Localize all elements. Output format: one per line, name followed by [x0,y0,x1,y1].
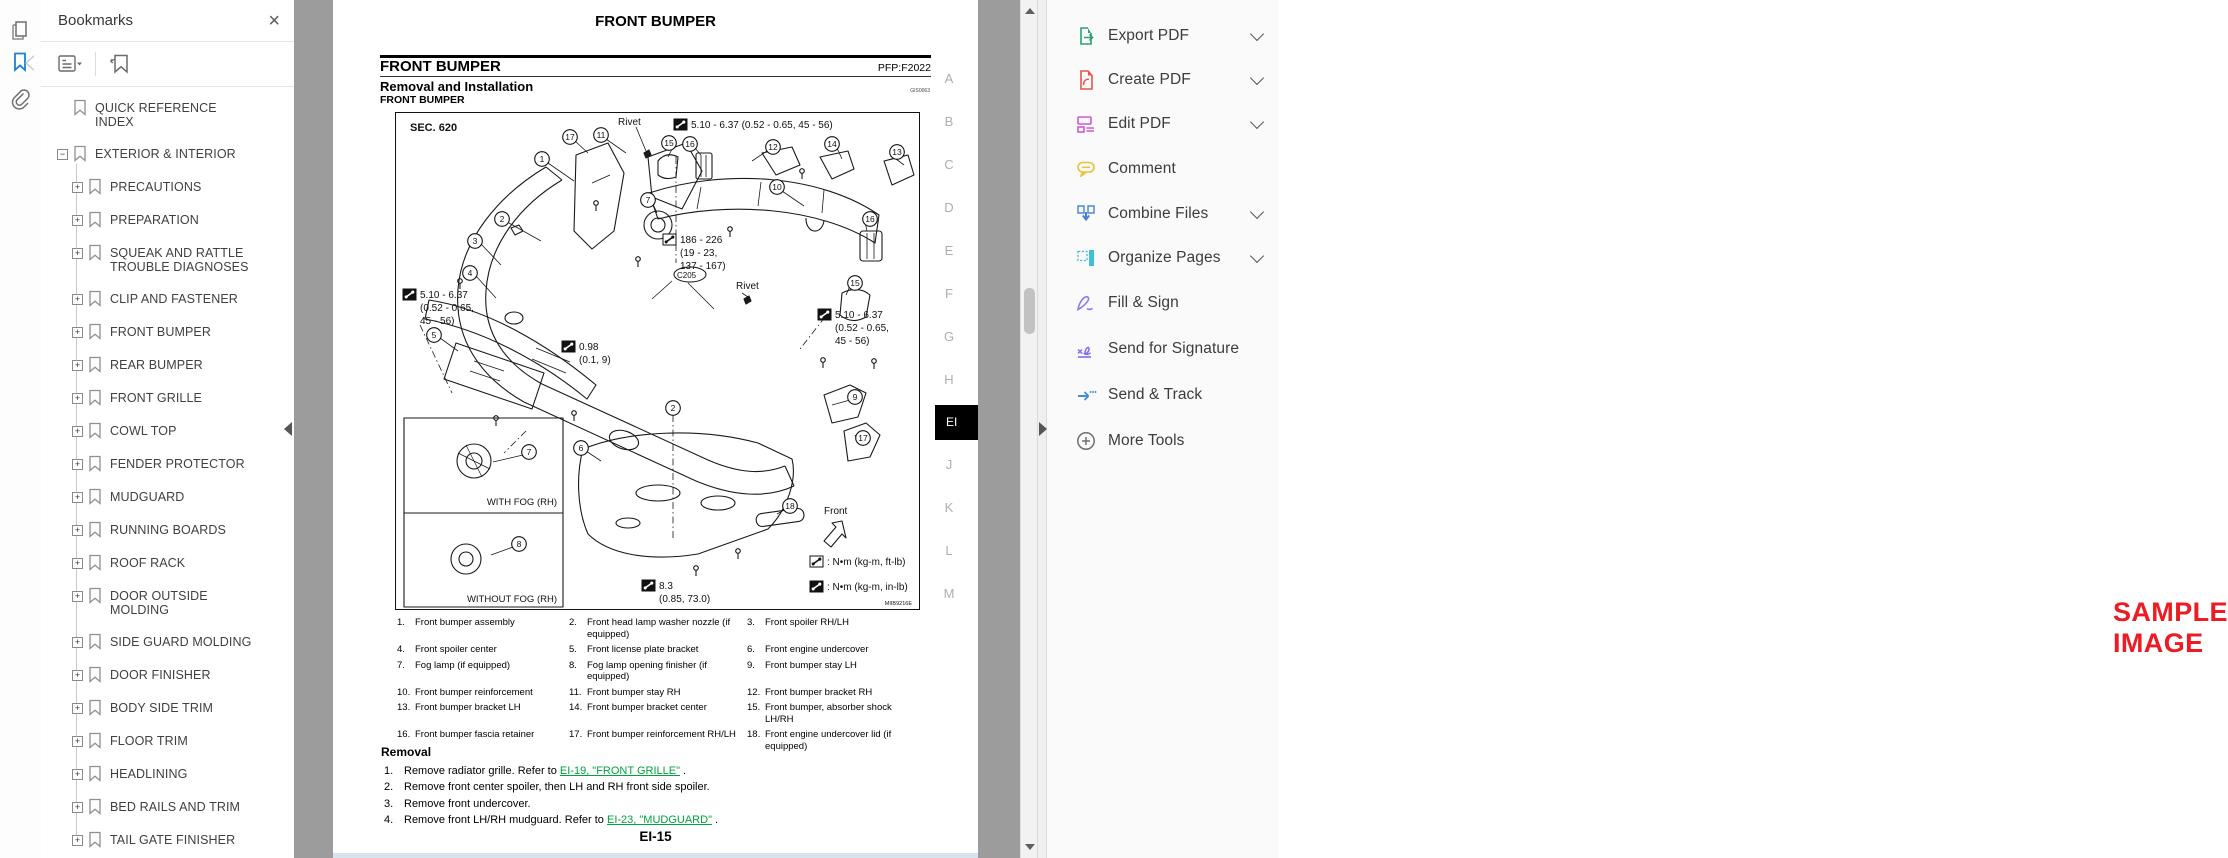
callout-16 [863,212,878,227]
tool-label: More Tools [1108,432,1185,449]
plus-expander-icon[interactable]: + [72,182,83,193]
callout-7 [641,193,656,208]
bookmark-ribbon-icon [88,765,102,782]
removal-step: 4. Remove front LH/RH mudguard. Refer to EI-23, "MUDGUARD" . [384,814,719,827]
bookmark-item[interactable] [41,588,294,617]
removal-heading: Removal [381,745,432,759]
page-thumbnails-icon[interactable] [9,18,33,42]
tool-label: Export PDF [1108,27,1190,44]
tool-label: Create PDF [1108,71,1191,88]
plus-expander-icon[interactable]: + [72,426,83,437]
svg-text:(0.85, 73.0): (0.85, 73.0) [659,594,711,605]
bookmark-item[interactable] [41,324,294,340]
plus-expander-icon[interactable]: + [72,248,83,259]
bookmark-label: DOOR OUTSIDE MOLDING [110,589,208,617]
pfp-code: PFP:F2022 [877,62,931,74]
svg-text:7: 7 [645,195,651,205]
svg-text:45 - 56): 45 - 56) [420,316,455,327]
edit-pdf-icon [1075,113,1097,135]
bookmark-item[interactable] [41,456,294,472]
inset-label-without-fog: WITHOUT FOG (RH) [466,594,557,605]
svg-text:5.10 - 6.37: 5.10 - 6.37 [835,310,883,321]
bookmark-ribbon-icon [88,356,102,373]
part-item: 7. Fog lamp (if equipped) [397,659,511,671]
torque-label [674,119,833,131]
bookmarks-header [41,0,294,42]
bookmark-ribbon-icon [88,323,102,340]
tool-label: Comment [1108,160,1176,177]
letter-tab-active: EI [935,405,978,440]
plus-expander-icon[interactable]: + [72,294,83,305]
bookmark-label: HEADLINING [110,767,188,781]
part-item: 12. Front bumper bracket RH [747,686,873,698]
tool-label: Send for Signature [1108,340,1240,357]
chevron-down-icon[interactable] [1250,249,1264,263]
front-direction-arrow [824,521,846,547]
diagram-linework [404,127,914,607]
part-item: 15. Front bumper, absorber shock LH/RH [747,702,892,725]
callout-7 [522,445,537,460]
bookmark-label: EXTERIOR & INTERIOR [95,147,236,161]
pdf-page [333,0,978,853]
part-item: 1. Front bumper assembly [397,617,515,628]
plus-expander-icon[interactable]: + [72,360,83,371]
tool-export-pdf[interactable] [1047,14,1278,58]
inset-label-with-fog: WITH FOG (RH) [486,497,557,508]
removal-step: 2. Remove front center spoiler, then LH and RH front side spoiler. [384,781,710,794]
bookmark-item[interactable] [41,799,294,815]
callout-3 [468,234,483,249]
callout-15 [848,276,863,291]
bookmark-ribbon-icon [88,699,102,716]
cross-reference-link[interactable]: EI-19, "FRONT GRILLE" [559,765,680,777]
removal-section [381,745,926,829]
parts-list [397,617,927,752]
comment-icon [1075,158,1097,180]
bookmark-item[interactable] [41,832,294,848]
plus-expander-icon[interactable]: + [72,215,83,226]
bookmark-label: ROOF RACK [110,556,186,570]
callout-17 [563,130,578,145]
bookmark-label: REAR BUMPER [110,358,203,372]
plus-expander-icon[interactable]: + [72,459,83,470]
bookmark-item[interactable] [41,179,294,195]
part-item: 18. Front engine undercover lid (if equipped) [747,729,892,752]
svg-text:15: 15 [664,138,674,148]
callout-10 [770,180,785,195]
bookmark-label: QUICK REFERENCE INDEX [95,101,217,129]
part-item: 2. Front head lamp washer nozzle (if equipped) [569,617,731,640]
close-icon[interactable]: × [268,9,280,32]
letter-tab: A [944,71,954,86]
bookmark-label: MUDGUARD [110,490,185,504]
svg-text:1: 1 [539,154,545,164]
bookmark-item[interactable] [41,634,294,650]
tool-label: Send & Track [1108,386,1203,403]
section-title: FRONT BUMPER [380,58,501,75]
sample-image-watermark: SAMPLE IMAGE [2113,597,2228,658]
subsection-rule [380,76,931,77]
letter-tab: G [943,329,955,344]
bookmark-ribbon-icon [88,290,102,307]
svg-text:3: 3 [472,236,478,246]
svg-text:17: 17 [565,132,575,142]
front-label: Front [824,506,848,517]
part-item: 5. Front license plate bracket [569,644,699,655]
create-pdf-icon [1075,69,1097,91]
attachments-icon[interactable] [9,88,33,112]
svg-text:7: 7 [526,447,532,457]
bookmark-label: BODY SIDE TRIM [110,701,214,715]
cross-reference-link[interactable]: EI-23, "MUDGUARD" [606,814,712,827]
bookmark-item[interactable] [41,555,294,571]
bookmarks-toolbar [41,42,294,87]
bookmark-item[interactable] [41,212,294,228]
bookmark-label: DOOR FINISHER [110,668,211,682]
tool-send-signature[interactable] [1047,327,1278,371]
bookmark-item[interactable] [41,100,294,129]
letter-tab: M [943,586,955,601]
svg-text:186 - 226: 186 - 226 [680,235,723,246]
tool-combine-files[interactable] [1047,192,1278,236]
plus-expander-icon[interactable]: + [72,835,83,846]
scroll-up-icon[interactable] [1025,8,1035,14]
bookmark-ribbon-icon [88,455,102,472]
bookmark-label: FRONT BUMPER [110,325,211,339]
letter-tab: L [945,543,953,558]
removal-step: 3. Remove front undercover. [384,797,531,810]
tool-fill-sign[interactable] [1047,281,1278,325]
callout-1 [535,152,550,167]
bookmark-ribbon-icon [88,587,102,604]
svg-text:(19 - 23,: (19 - 23, [680,248,718,259]
letter-tab: K [944,500,954,515]
bookmark-tree [41,87,294,858]
svg-text:13: 13 [892,147,902,157]
torque-label [642,580,710,605]
svg-text:15: 15 [850,278,860,288]
bookmark-label: SQUEAK AND RATTLE TROUBLE DIAGNOSES [110,246,249,274]
part-item: 6. Front engine undercover [747,644,869,655]
bookmarks-panel [41,0,295,858]
letter-tab: B [944,114,954,129]
collapse-left-panel-icon[interactable] [284,422,292,436]
callout-14 [825,137,840,152]
bookmark-item[interactable] [41,700,294,716]
construction-lines [420,157,825,538]
tool-create-pdf[interactable] [1047,58,1278,102]
torque-label [663,234,726,272]
tool-more-tools[interactable] [1047,419,1278,463]
export-pdf-icon [1075,25,1097,47]
bookmarks-title: Bookmarks [58,12,134,29]
part-item: 17. Front bumper reinforcement RH/LH [569,729,736,740]
page-boundary [333,853,978,858]
page-number: EI-15 [639,829,672,844]
bookmark-item[interactable] [41,667,294,683]
document-area [294,0,1020,858]
plus-expander-icon[interactable]: + [72,670,83,681]
toolbar-separator [95,52,96,76]
sub-subsection-title: FRONT BUMPER [380,94,465,106]
rivet-label-mid: Rivet [736,281,759,292]
svg-text:(0.52 - 0.65,: (0.52 - 0.65, [420,303,474,314]
svg-text:2: 2 [499,214,505,224]
callout-12 [766,140,781,155]
sec-label: SEC. 620 [410,122,458,134]
callout-4 [463,266,478,281]
organize-pages-icon [1075,247,1097,269]
svg-text:11: 11 [596,130,606,140]
bookmark-item[interactable] [41,146,294,162]
tool-label: Combine Files [1108,205,1209,222]
plus-expander-icon[interactable]: + [72,525,83,536]
plus-expander-icon[interactable]: + [72,637,83,648]
bookmark-label: RUNNING BOARDS [110,523,226,537]
bookmark-ribbon-icon [88,521,102,538]
bookmark-label: SIDE GUARD MOLDING [110,635,252,649]
svg-text:5.10 - 6.37 (0.52 - 0.65, 45 -: 5.10 - 6.37 (0.52 - 0.65, 45 - 56) [691,120,833,131]
torque-label [403,289,474,327]
callout-17 [856,431,871,446]
tool-label: Organize Pages [1108,249,1221,266]
callout-18 [783,499,798,514]
scroll-down-icon[interactable] [1025,844,1035,850]
tool-label: Edit PDF [1108,115,1171,132]
callout-9 [848,390,863,405]
bookmark-ribbon-icon [88,422,102,439]
bookmark-label: BED RAILS AND TRIM [110,800,241,814]
bookmark-ribbon-icon [88,831,102,848]
plus-expander-icon[interactable]: + [72,492,83,503]
bookmark-item[interactable] [41,766,294,782]
part-item: 8. Fog lamp opening finisher (if equipped) [569,659,707,682]
bookmark-item[interactable] [41,423,294,439]
tool-send-track[interactable] [1047,373,1278,417]
removal-step: 1. Remove radiator grille. Refer to EI-19, "FRONT GRILLE" . [384,765,687,777]
svg-text:(0.52 - 0.65,: (0.52 - 0.65, [835,323,889,334]
svg-text:(0.1, 9): (0.1, 9) [579,355,611,366]
callout-2 [495,212,510,227]
svg-text:2: 2 [670,403,676,413]
chevron-down-icon[interactable] [1250,27,1264,41]
svg-text:0.98: 0.98 [579,342,599,353]
svg-text:5: 5 [431,330,437,340]
torque-label [818,309,889,347]
bookmark-label: FLOOR TRIM [110,734,188,748]
bookmark-item[interactable] [41,733,294,749]
svg-text:10: 10 [772,182,782,192]
part-item: 13. Front bumper bracket LH [397,702,521,713]
send-track-icon [1075,384,1097,406]
legend-entry [810,556,906,568]
plus-expander-icon[interactable]: + [72,703,83,714]
svg-text:6: 6 [578,443,584,453]
callout-13 [890,145,905,160]
bookmark-item[interactable] [41,291,294,307]
combine-files-icon [1075,203,1097,225]
letter-tab: E [944,243,954,258]
bookmark-label: FRONT GRILLE [110,391,202,405]
svg-text:: N•m (kg-m, ft-lb): : N•m (kg-m, ft-lb) [827,557,906,568]
plus-expander-icon[interactable]: + [72,736,83,747]
letter-tab: J [945,457,953,472]
scrollbar-thumb[interactable] [1024,288,1035,334]
fill-sign-icon [1075,292,1097,314]
callout-8 [512,537,527,552]
callout-5 [427,328,442,343]
part-item: 3. Front spoiler RH/LH [747,617,849,628]
tools-panel [1047,0,2228,858]
letter-tab: F [945,286,953,301]
svg-text:8.3: 8.3 [659,581,673,592]
removal-steps [381,763,926,829]
svg-text:16: 16 [865,214,875,224]
letter-tab: H [944,372,954,387]
svg-text:45 - 56): 45 - 56) [835,336,870,347]
connector-label: C205 [677,271,697,280]
bookmark-item[interactable] [41,357,294,373]
new-bookmark-icon[interactable] [108,53,134,75]
bookmark-ribbon-icon [88,732,102,749]
exploded-diagram [395,112,920,610]
svg-text:18: 18 [785,501,795,511]
torque-label [562,341,611,366]
tool-label: Fill & Sign [1108,294,1179,311]
bookmarks-panel-icon[interactable] [9,51,33,75]
bookmark-label: PREPARATION [110,213,199,227]
part-item: 11. Front bumper stay RH [569,686,681,698]
tool-organize-pages[interactable] [1047,236,1278,280]
bookmark-item[interactable] [41,489,294,505]
bookmark-label: PRECAUTIONS [110,180,202,194]
callout-2 [666,401,681,416]
chevron-down-icon[interactable] [1250,205,1264,219]
bookmark-item[interactable] [41,390,294,406]
bookmark-ribbon-icon [88,488,102,505]
plus-expander-icon[interactable]: + [72,769,83,780]
svg-text:9: 9 [852,392,858,402]
vertical-scrollbar[interactable] [1020,0,1038,858]
plus-expander-icon[interactable]: + [72,327,83,338]
part-item: 14. Front bumper bracket center [569,702,707,713]
expand-tools-panel-icon[interactable] [1039,422,1047,436]
active-panel-notch [27,56,35,70]
part-item: 16. Front bumper fascia retainer [397,729,535,740]
tool-comment[interactable] [1047,147,1278,191]
send-signature-icon [1075,338,1097,360]
chevron-down-icon[interactable] [1250,115,1264,129]
bookmark-label: COWL TOP [110,424,177,438]
bookmark-ribbon-icon [88,666,102,683]
legend-entry [810,581,908,593]
bookmark-ribbon-icon [88,178,102,195]
plus-expander-icon[interactable]: + [72,558,83,569]
callout-16 [683,137,698,152]
svg-text:12: 12 [768,142,778,152]
plus-expander-icon[interactable]: + [72,393,83,404]
bookmark-ribbon-icon [73,145,87,162]
callout-11 [594,128,609,143]
letter-tab: C [944,157,954,172]
plus-expander-icon[interactable]: + [72,802,83,813]
part-item: 10. Front bumper reinforcement [397,686,533,698]
tool-edit-pdf[interactable] [1047,102,1278,146]
callout-6 [574,441,589,456]
page-running-header: FRONT BUMPER [595,13,716,30]
chevron-down-icon[interactable] [1250,71,1264,85]
minus-expander-icon[interactable]: − [57,149,68,160]
subsection-title: Removal and Installation [380,79,534,94]
bookmark-ribbon-icon [88,633,102,650]
plus-expander-icon[interactable]: + [72,591,83,602]
svg-text:137 - 167): 137 - 167) [680,261,726,272]
bookmark-label: FENDER PROTECTOR [110,457,245,471]
letter-tab: D [944,200,954,215]
bookmark-options-icon[interactable] [57,53,83,75]
bookmark-item[interactable] [41,522,294,538]
more-tools-icon [1075,430,1097,452]
svg-text:4: 4 [467,268,473,278]
bookmark-ribbon-icon [88,211,102,228]
svg-text:: N•m (kg-m, in-lb): : N•m (kg-m, in-lb) [827,582,908,593]
bookmark-label: TAIL GATE FINISHER [110,833,236,847]
left-icon-rail [0,0,42,858]
bookmark-ribbon-icon [88,554,102,571]
part-item: 9. Front bumper stay LH [747,659,857,671]
svg-text:14: 14 [827,139,837,149]
doc-code: GIS0063 [910,88,930,94]
bookmark-ribbon-icon [88,798,102,815]
bookmark-ribbon-icon [88,389,102,406]
figure-code: MIIB9216E [884,601,912,607]
bookmark-ribbon-icon [73,99,87,116]
part-item: 4. Front spoiler center [397,644,497,655]
bookmark-label: CLIP AND FASTENER [110,292,238,306]
rivet-label-top: Rivet [618,117,641,128]
svg-text:17: 17 [858,433,868,443]
svg-text:5.10 - 6.37: 5.10 - 6.37 [420,290,468,301]
bookmark-ribbon-icon [88,244,102,261]
bookmark-item[interactable] [41,245,294,274]
svg-text:16: 16 [685,139,695,149]
callout-15 [662,136,677,151]
svg-text:8: 8 [516,539,522,549]
